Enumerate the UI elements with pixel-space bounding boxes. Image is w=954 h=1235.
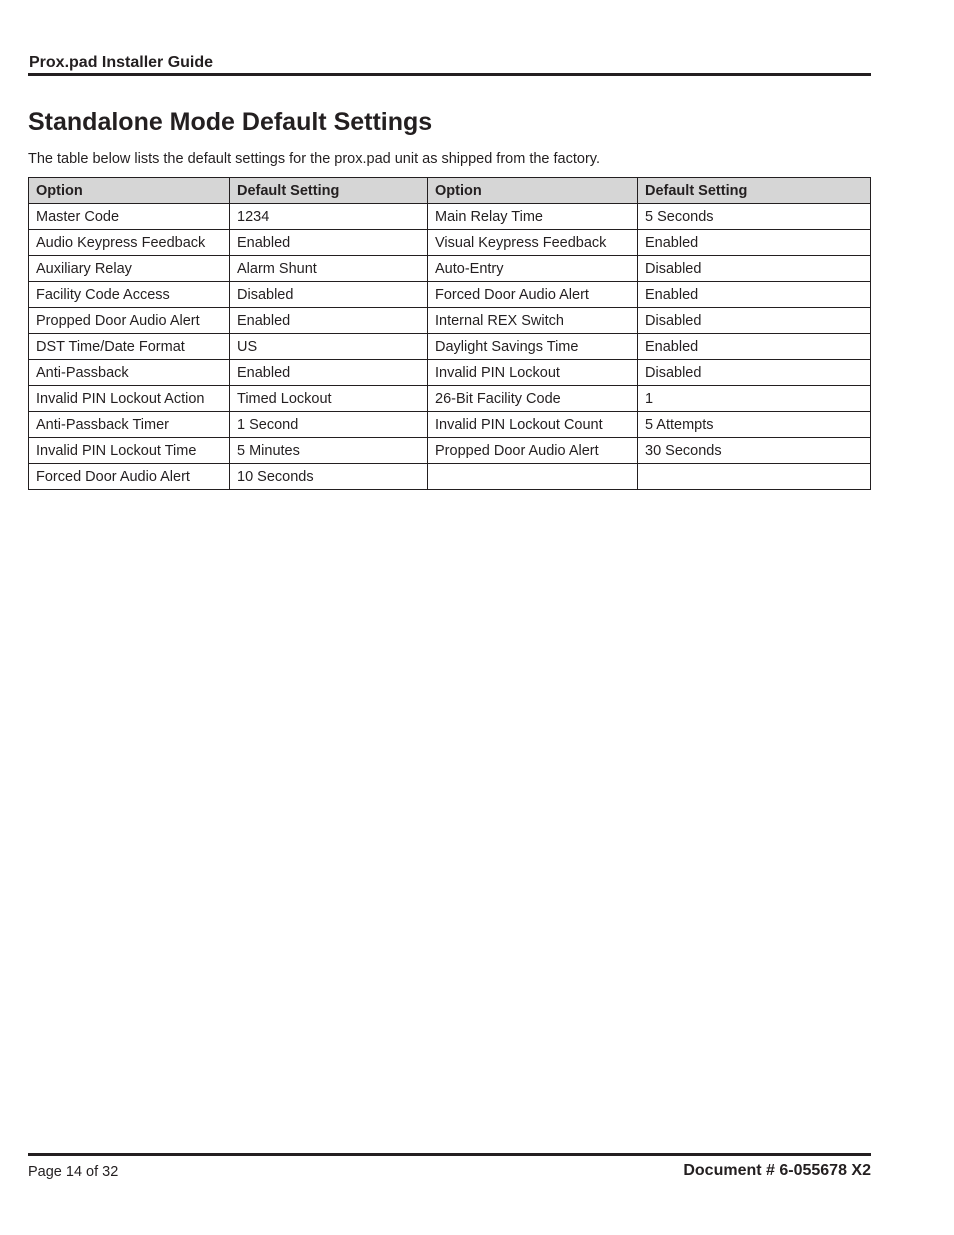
table-row [29, 230, 871, 256]
option-cell: Auto-Entry [428, 256, 638, 282]
table-row [29, 360, 871, 386]
option-cell: Daylight Savings Time [428, 334, 638, 360]
setting-cell: 5 Seconds [638, 204, 871, 230]
table-row [29, 204, 871, 230]
option-cell: Visual Keypress Feedback [428, 230, 638, 256]
setting-cell: Disabled [638, 256, 871, 282]
setting-cell: Timed Lockout [230, 386, 428, 412]
setting-cell: US [230, 334, 428, 360]
page-number: Page 14 of 32 [28, 1164, 119, 1180]
setting-cell: 1 [638, 386, 871, 412]
option-cell: 26-Bit Facility Code [428, 386, 638, 412]
setting-cell: Alarm Shunt [230, 256, 428, 282]
option-cell: Invalid PIN Lockout Action [29, 386, 230, 412]
setting-cell: Disabled [230, 282, 428, 308]
setting-cell: Enabled [638, 230, 871, 256]
setting-cell: 1 Second [230, 412, 428, 438]
table-row [29, 386, 871, 412]
setting-cell: Enabled [638, 334, 871, 360]
column-header-default-setting: Default Setting [638, 178, 871, 204]
footer-divider [28, 1153, 871, 1156]
option-cell: Anti-Passback [29, 360, 230, 386]
option-cell: Forced Door Audio Alert [29, 464, 230, 490]
guide-title: Prox.pad Installer Guide [29, 54, 214, 71]
table-row [29, 334, 871, 360]
table-row [29, 438, 871, 464]
setting-cell: 30 Seconds [638, 438, 871, 464]
option-cell: DST Time/Date Format [29, 334, 230, 360]
option-cell: Audio Keypress Feedback [29, 230, 230, 256]
intro-paragraph: The table below lists the default settings for the prox.pad unit as shipped from the factory. [28, 151, 600, 167]
setting-cell: Enabled [638, 282, 871, 308]
column-header-default-setting: Default Setting [230, 178, 428, 204]
table-row [29, 256, 871, 282]
option-cell: Anti-Passback Timer [29, 412, 230, 438]
document-number: Document # 6-055678 X2 [683, 1162, 871, 1179]
table-row [29, 412, 871, 438]
option-cell: Propped Door Audio Alert [29, 308, 230, 334]
header-divider [28, 73, 871, 76]
option-cell: Invalid PIN Lockout Count [428, 412, 638, 438]
setting-cell: Disabled [638, 308, 871, 334]
section-heading: Standalone Mode Default Settings [28, 108, 433, 136]
setting-cell: Enabled [230, 360, 428, 386]
setting-cell: 5 Minutes [230, 438, 428, 464]
setting-cell: Enabled [230, 230, 428, 256]
option-cell [428, 464, 638, 490]
option-cell: Master Code [29, 204, 230, 230]
table-header-row [29, 178, 871, 204]
setting-cell: 10 Seconds [230, 464, 428, 490]
setting-cell: Enabled [230, 308, 428, 334]
setting-cell: 5 Attempts [638, 412, 871, 438]
option-cell: Invalid PIN Lockout [428, 360, 638, 386]
setting-cell: 1234 [230, 204, 428, 230]
option-cell: Main Relay Time [428, 204, 638, 230]
column-header-option: Option [428, 178, 638, 204]
column-header-option: Option [29, 178, 230, 204]
option-cell: Facility Code Access [29, 282, 230, 308]
default-settings-table [28, 177, 871, 490]
setting-cell [638, 464, 871, 490]
option-cell: Invalid PIN Lockout Time [29, 438, 230, 464]
option-cell: Forced Door Audio Alert [428, 282, 638, 308]
table-row [29, 464, 871, 490]
setting-cell: Disabled [638, 360, 871, 386]
option-cell: Internal REX Switch [428, 308, 638, 334]
option-cell: Propped Door Audio Alert [428, 438, 638, 464]
table-row [29, 308, 871, 334]
option-cell: Auxiliary Relay [29, 256, 230, 282]
table-row [29, 282, 871, 308]
